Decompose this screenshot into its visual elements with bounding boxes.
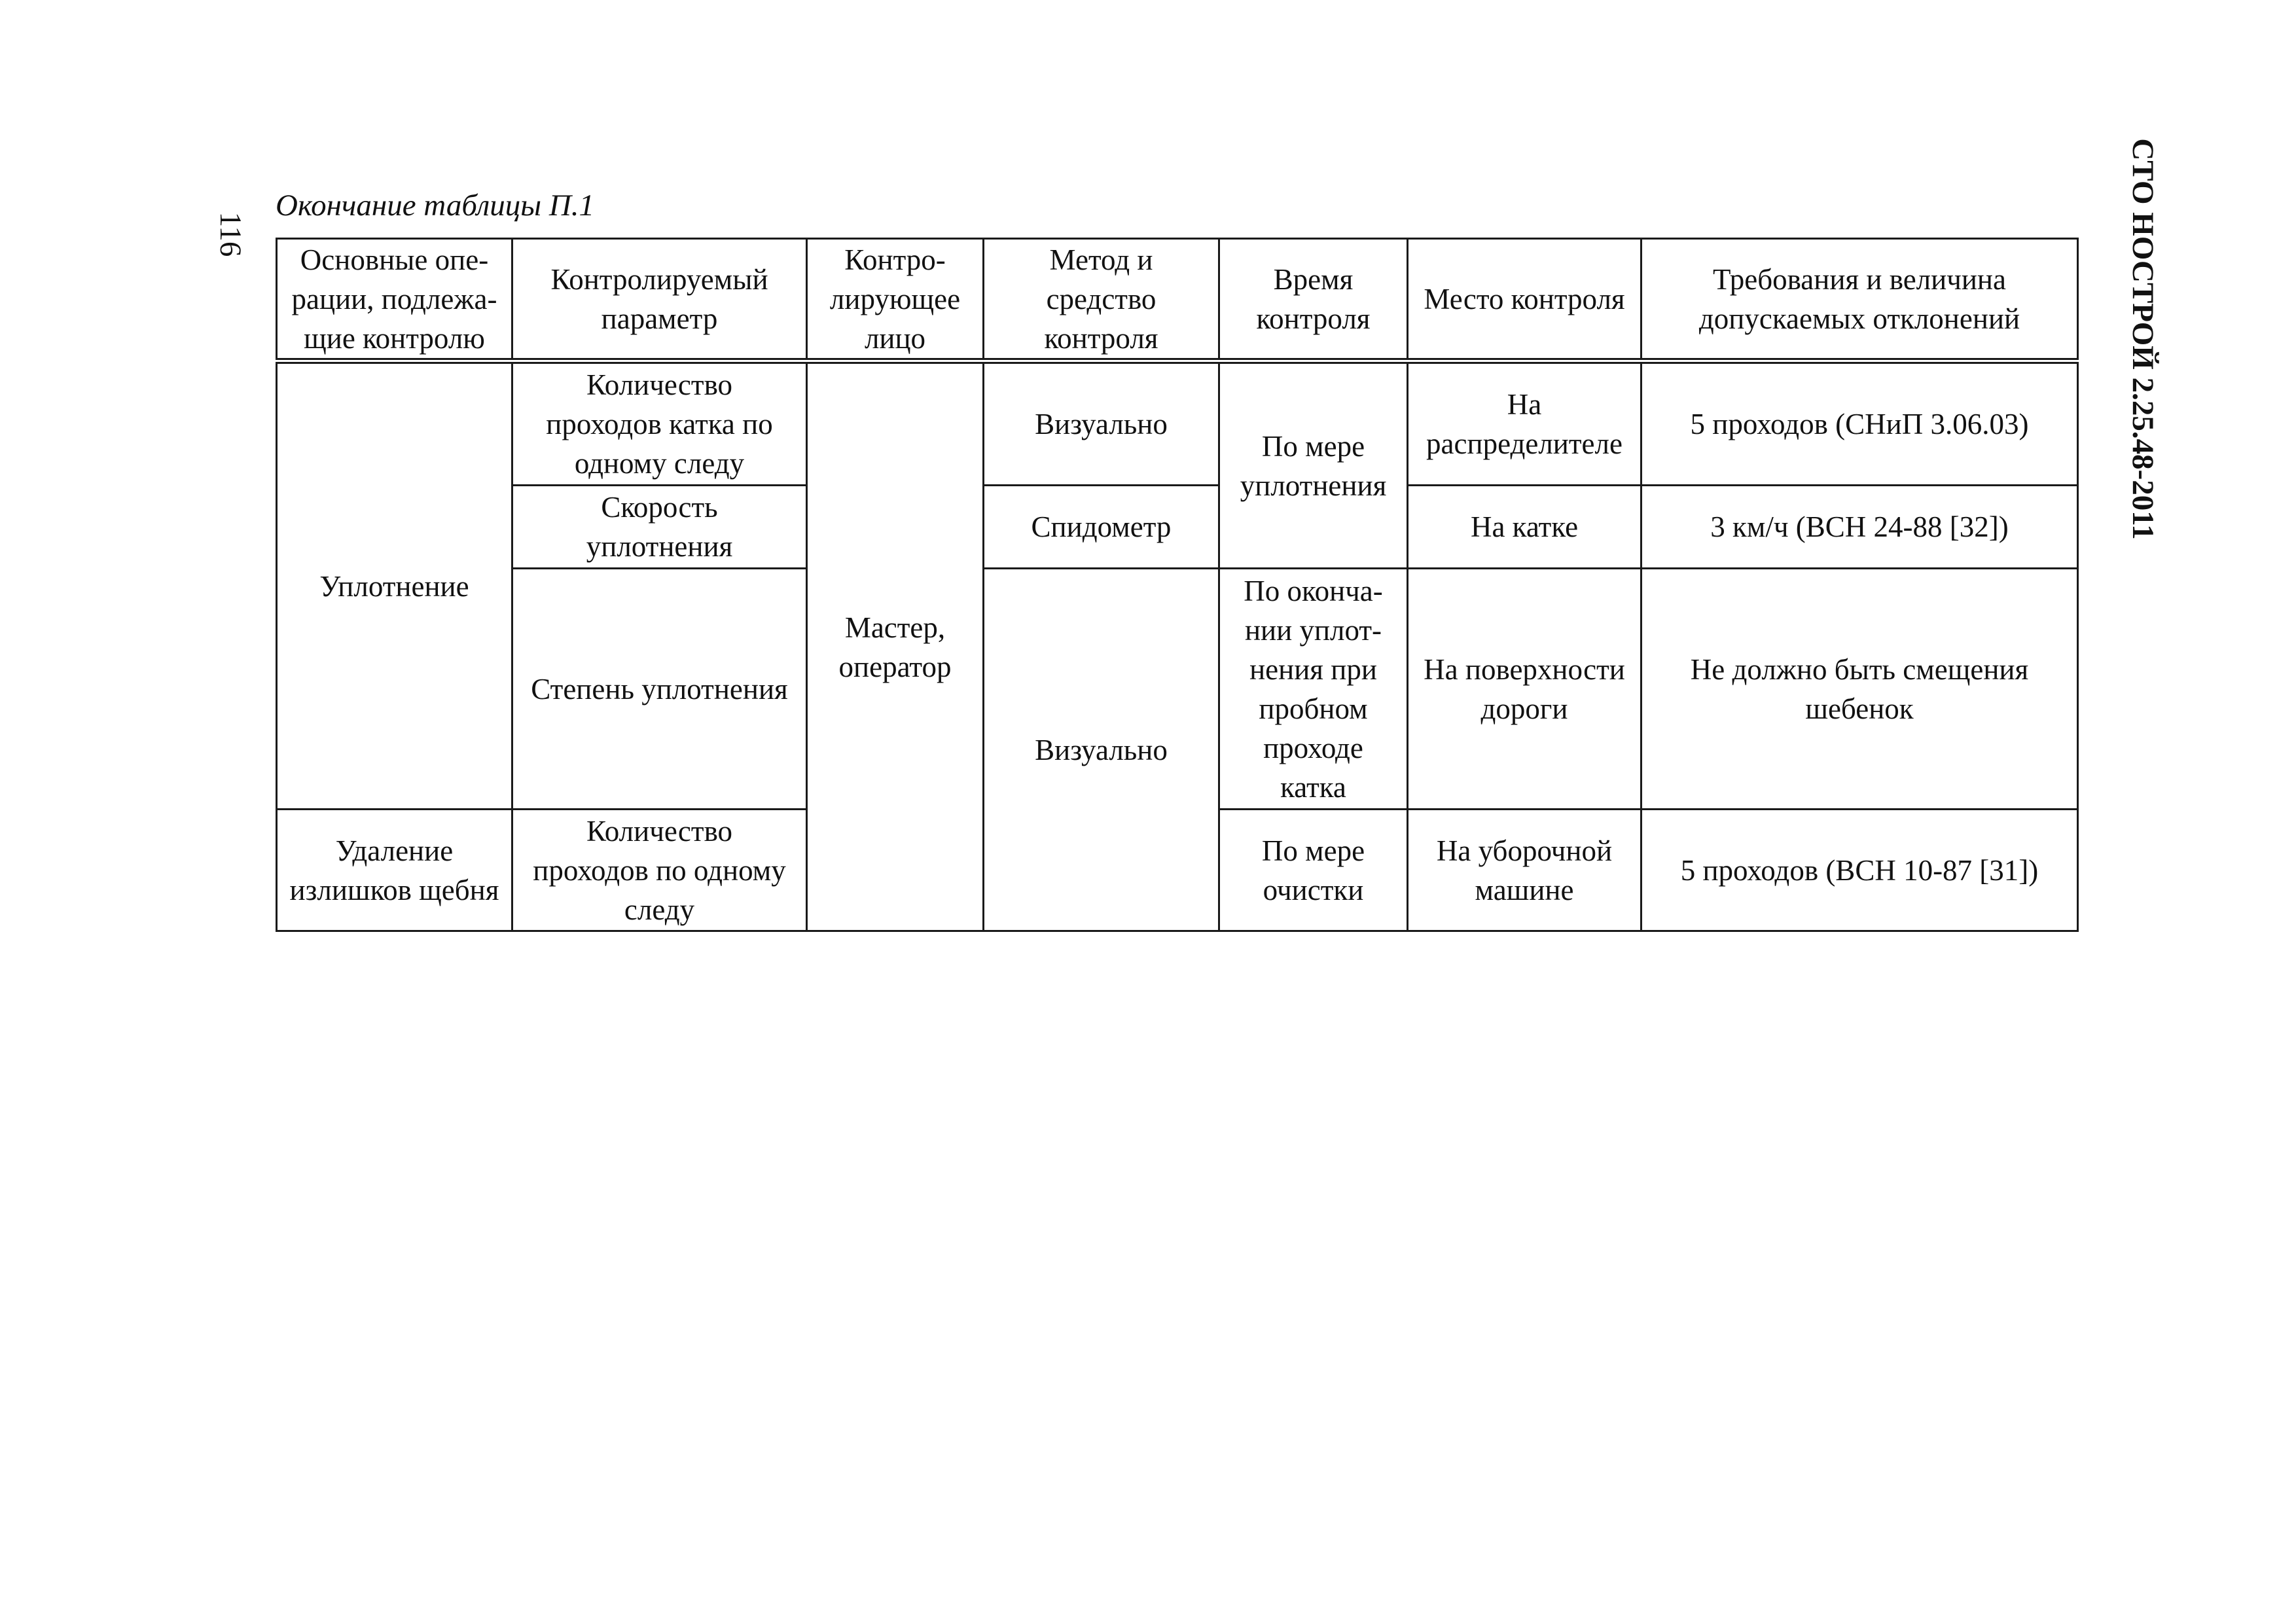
- header-time: Время контроля: [1219, 239, 1408, 361]
- cell-req-5-passes-snip: 5 проходов (СНиП 3.06.03): [1641, 361, 2078, 486]
- table-row: [277, 486, 2078, 569]
- cell-place-sweeper: На уборочной машине: [1408, 810, 1641, 931]
- header-method: Метод и средство контроля: [984, 239, 1219, 361]
- cell-param-passes-track: Количество проходов по одному следу: [512, 810, 807, 931]
- cell-time-during-cleaning: По мере очистки: [1219, 810, 1408, 931]
- cell-method-speedometer: Спидометр: [984, 486, 1219, 569]
- table-header: [277, 239, 2078, 361]
- cell-param-roller-passes: Количество проходов катка по одному следу: [512, 361, 807, 486]
- document-code: СТО НОСТРОЙ 2.25.48-2011: [2126, 138, 2161, 540]
- cell-method-visual: Визуально: [984, 361, 1219, 486]
- table-caption: Окончание таблицы П.1: [276, 188, 595, 223]
- header-place: Место контроля: [1408, 239, 1641, 361]
- cell-req-no-shift: Не должно быть смещения шебенок: [1641, 569, 2078, 810]
- cell-place-distributor: На распределителе: [1408, 361, 1641, 486]
- cell-param-speed: Скорость уплотнения: [512, 486, 807, 569]
- cell-place-road-surface: На поверхности дороги: [1408, 569, 1641, 810]
- header-controller: Контро- лирующее лицо: [807, 239, 984, 361]
- cell-place-roller: На катке: [1408, 486, 1641, 569]
- table-row: [277, 569, 2078, 810]
- control-table: [276, 238, 2079, 932]
- cell-time-during-compaction: По мере уплотнения: [1219, 361, 1408, 569]
- page-number: 116: [213, 211, 248, 257]
- table-row: [277, 361, 2078, 486]
- header-row: [277, 239, 2078, 361]
- cell-req-speed: 3 км/ч (ВСН 24-88 [32]): [1641, 486, 2078, 569]
- header-requirements: Требования и величина допускаемых отклонений: [1641, 239, 2078, 361]
- cell-operation-compaction: Уплотнение: [277, 361, 512, 810]
- header-parameter: Контролируемый параметр: [512, 239, 807, 361]
- table-body: [277, 361, 2078, 931]
- cell-time-after-compaction: По оконча- нии уплот- нения при пробном проходе катка: [1219, 569, 1408, 810]
- cell-param-degree: Степень уплотнения: [512, 569, 807, 810]
- cell-operation-removal: Удаление излишков щебня: [277, 810, 512, 931]
- header-operations: Основные опе- рации, подлежа- щие контролю: [277, 239, 512, 361]
- cell-controller: Мастер, оператор: [807, 361, 984, 931]
- cell-method-visual-2: Визуально: [984, 569, 1219, 931]
- cell-req-5-passes-vsn: 5 проходов (ВСН 10-87 [31]): [1641, 810, 2078, 931]
